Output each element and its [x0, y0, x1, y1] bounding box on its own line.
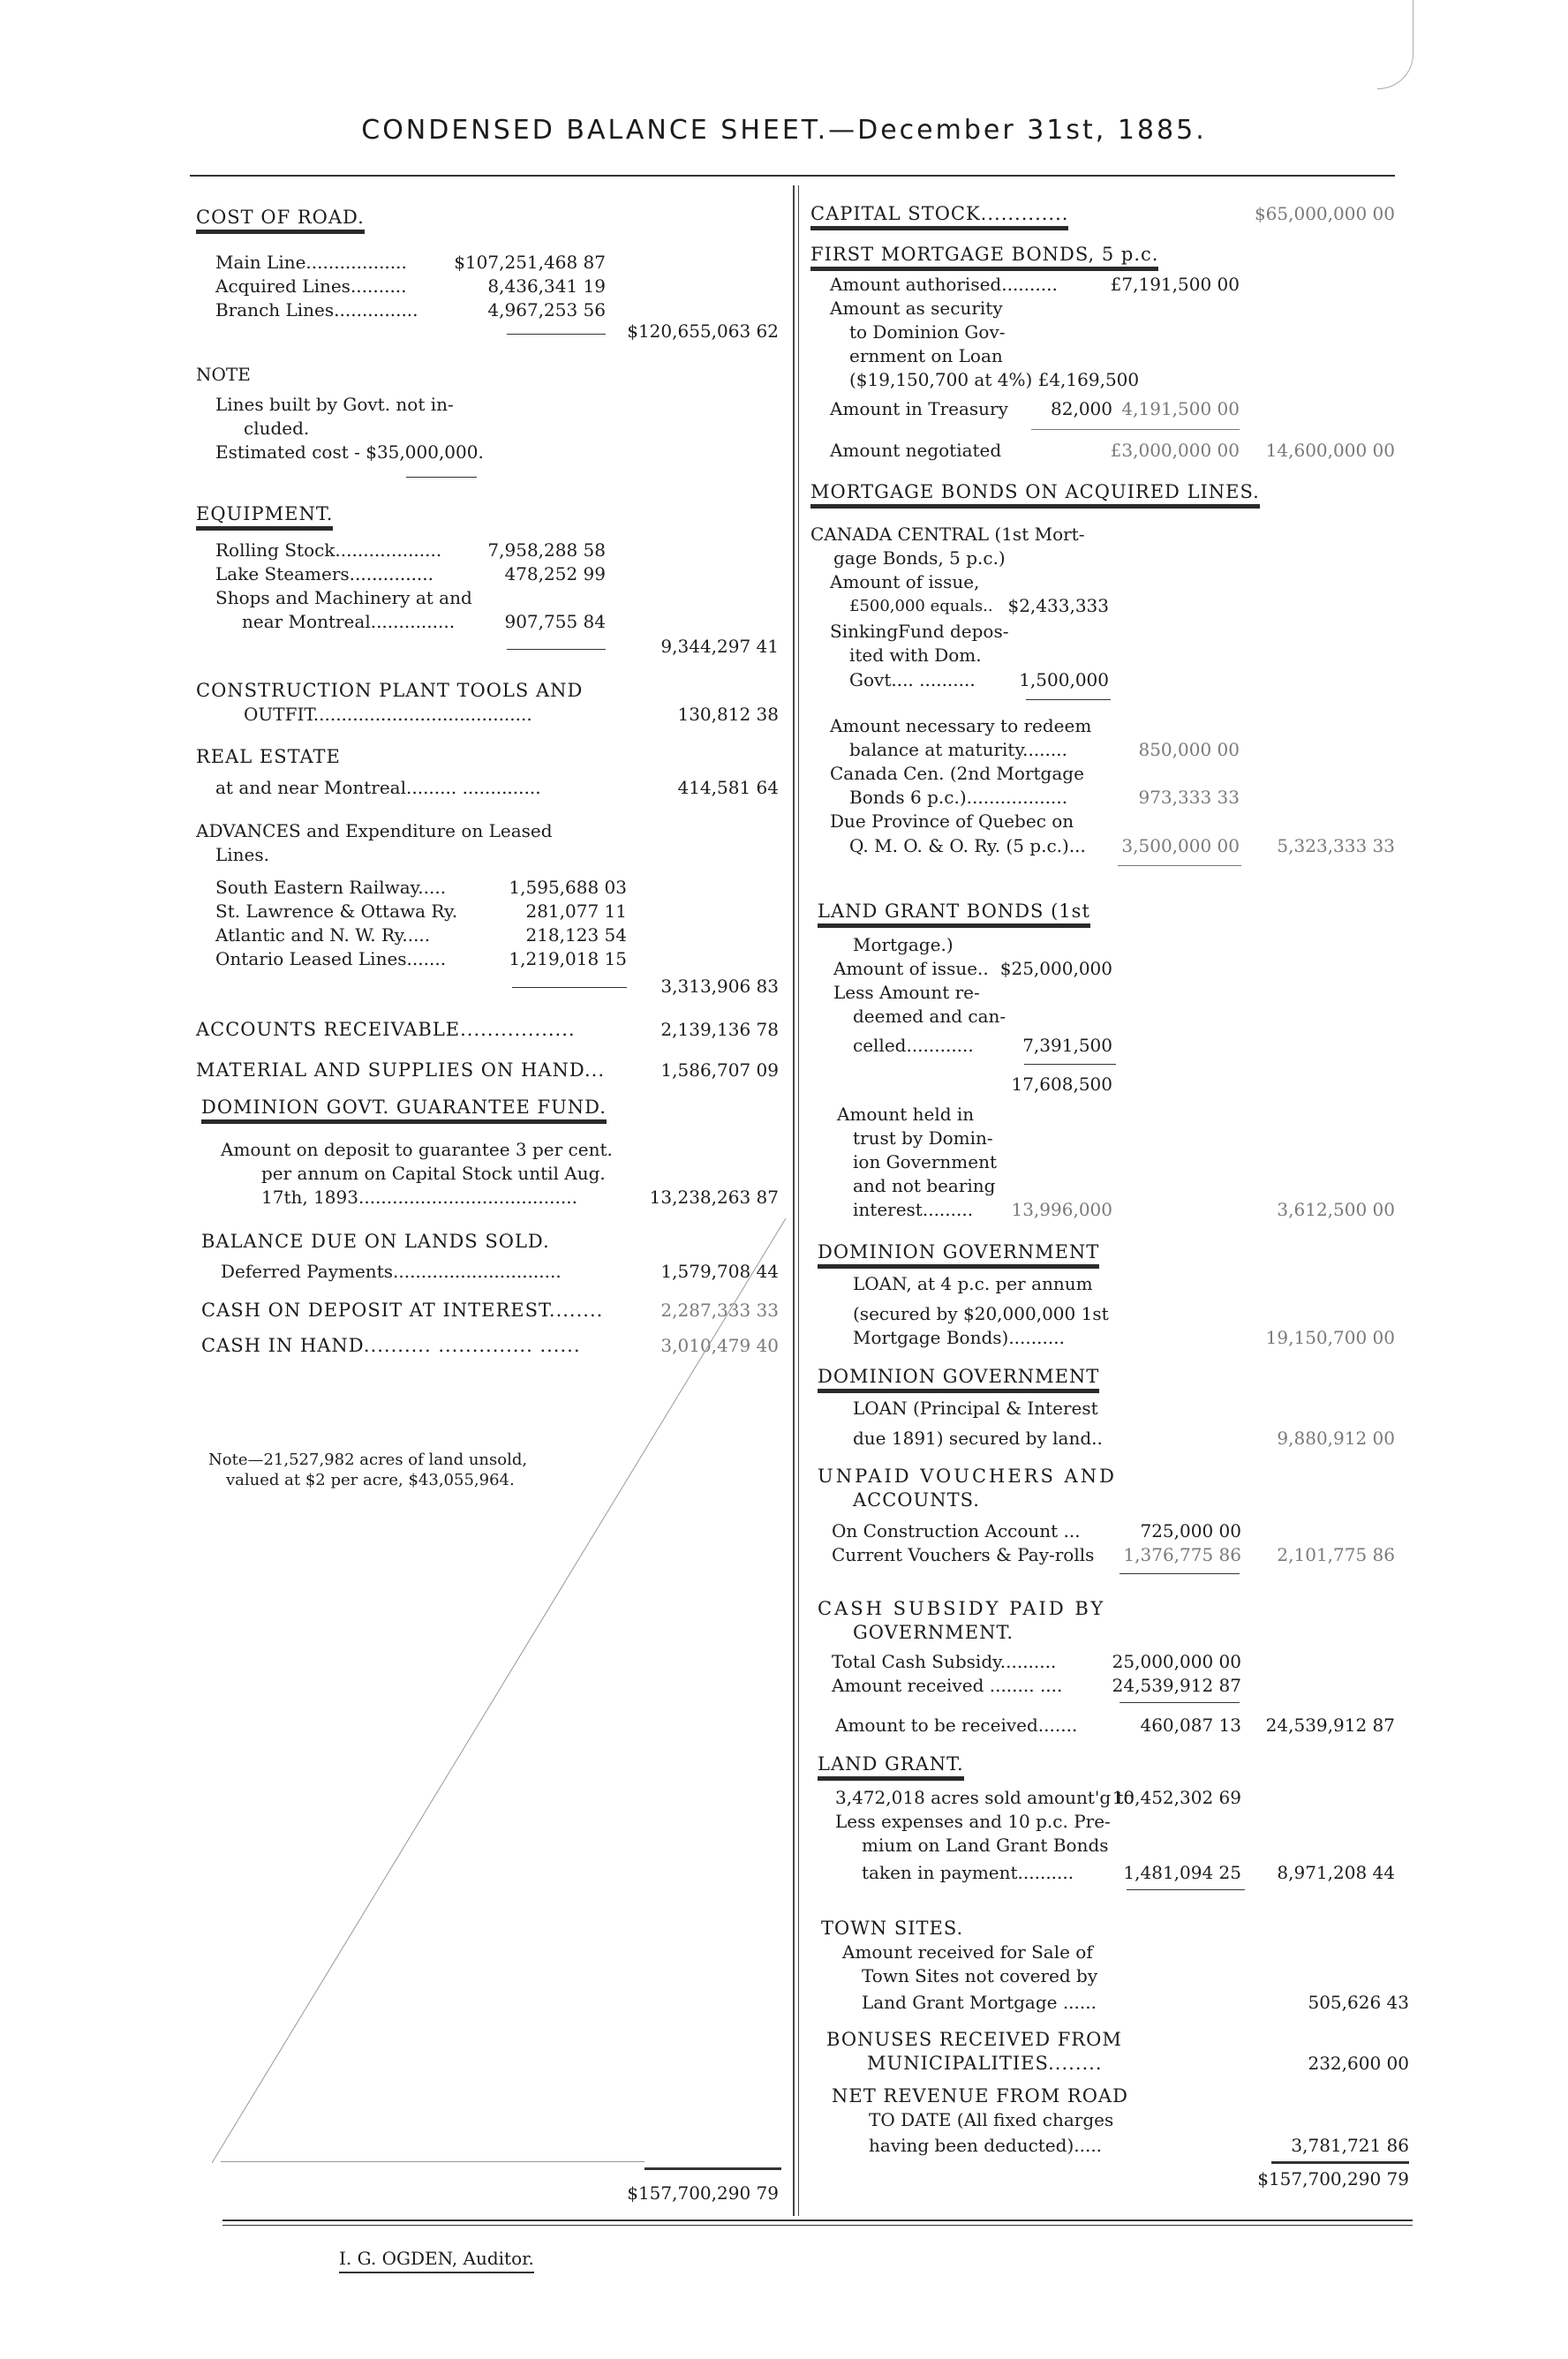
balance-lands-line: Deferred Payments.............................. [221, 1261, 562, 1282]
real-estate-line: at and near Montreal......... .............. [215, 777, 541, 798]
subtotal-rule [1118, 865, 1241, 866]
equipment-total: 9,344,297 41 [660, 636, 779, 657]
lgb-line: celled............ [853, 1035, 974, 1056]
land-grant-line: Less expenses and 10 p.c. Pre- [835, 1811, 1111, 1832]
dom-loan1-value: 19,150,700 00 [1265, 1327, 1395, 1348]
town-sites-heading: TOWN SITES. [821, 1918, 964, 1939]
page-title: CONDENSED BALANCE SHEET.—December 31st, 1885. [361, 115, 1207, 146]
lgb-line: Mortgage.) [853, 934, 954, 955]
cash-deposit-label: CASH ON DEPOSIT AT INTEREST........ [201, 1300, 604, 1321]
subtotal-rule [1127, 1889, 1245, 1890]
lgb-total: 3,612,500 00 [1277, 1199, 1395, 1220]
subsidy-row-value: 460,087 13 [1140, 1715, 1241, 1736]
subtotal-rule [507, 334, 606, 335]
land-grant-heading: LAND GRANT. [818, 1753, 964, 1781]
advances-row-label: South Eastern Railway..... [215, 877, 447, 898]
balance-lands-heading: BALANCE DUE ON LANDS SOLD. [201, 1231, 550, 1252]
grand-total-rule [645, 2167, 781, 2170]
unpaid-row-value: 725,000 00 [1140, 1520, 1241, 1541]
unpaid-heading-2: ACCOUNTS. [853, 1489, 980, 1511]
first-mortgage-line: ernment on Loan [849, 345, 1003, 366]
lgb-line: Amount held in [837, 1104, 975, 1125]
subsidy-row-label: Amount received ........ .... [832, 1675, 1063, 1696]
cost-row-value: 8,436,341 19 [487, 275, 606, 297]
lgb-value: 13,996,000 [1011, 1199, 1112, 1220]
land-grant-line: 3,472,018 acres sold amount'g to [835, 1787, 1135, 1808]
lgb-line: Less Amount re- [833, 982, 980, 1003]
canada-central-line: Amount of issue, [830, 571, 980, 592]
first-mortgage-line: ($19,150,700 at 4%) £4,169,500 [849, 369, 1140, 390]
unpaid-row-label: On Construction Account ... [832, 1520, 1081, 1541]
land-grant-value: 10,452,302 69 [1112, 1787, 1241, 1808]
canada-central-line: £500,000 equals.. [849, 597, 993, 615]
advances-line: Lines. [215, 844, 270, 865]
subtotal-rule [1031, 429, 1240, 430]
equipment-row-value: 907,755 84 [504, 611, 606, 632]
footer-rule-2 [222, 2225, 1413, 2226]
subsidy-row-label: Total Cash Subsidy.......... [832, 1651, 1057, 1672]
net-revenue-heading: NET REVENUE FROM ROAD [832, 2085, 1128, 2107]
footnote-line: valued at $2 per acre, $43,055,964. [226, 1471, 515, 1489]
advances-row-label: St. Lawrence & Ottawa Ry. [215, 901, 458, 922]
equipment-row-label: Shops and Machinery at and [215, 587, 472, 608]
real-estate-heading: REAL ESTATE [196, 746, 341, 767]
canada-central-line: Q. M. O. & O. Ry. (5 p.c.)... [849, 835, 1086, 856]
note-line: Estimated cost - $35,000,000. [215, 441, 484, 463]
canada-central-value: 973,333 33 [1138, 787, 1240, 808]
acquired-heading: MORTGAGE BONDS ON ACQUIRED LINES. [810, 481, 1260, 509]
dom-loan2-line: LOAN (Principal & Interest [853, 1398, 1098, 1419]
canada-central-total: 5,323,333 33 [1277, 835, 1395, 856]
first-mortgage-line: to Dominion Gov- [849, 321, 1006, 343]
equipment-row-label: Lake Steamers............... [215, 563, 434, 584]
negotiated-label: Amount negotiated [830, 440, 1002, 461]
dom-loan2-line: due 1891) secured by land.. [853, 1428, 1103, 1449]
advances-row-label: Ontario Leased Lines....... [215, 948, 447, 969]
real-estate-value: 414,581 64 [677, 777, 779, 798]
dom-loan1-line: Mortgage Bonds).......... [853, 1327, 1065, 1348]
subtotal-rule [507, 649, 606, 650]
dominion-fund-heading: DOMINION GOVT. GUARANTEE FUND. [201, 1097, 607, 1124]
equipment-heading: EQUIPMENT. [196, 503, 333, 531]
subsidy-row-value: 25,000,000 00 [1112, 1651, 1241, 1672]
net-revenue-line: TO DATE (All fixed charges [869, 2109, 1114, 2130]
lgb-line: and not bearing [853, 1175, 996, 1196]
subtotal-rule [1026, 699, 1111, 700]
construction-line: OUTFIT....................................... [244, 704, 532, 725]
equipment-row-label: near Montreal............... [242, 611, 456, 632]
dom-loan1-heading: DOMINION GOVERNMENT [818, 1241, 1099, 1269]
capital-stock-label: CAPITAL STOCK............. [810, 203, 1068, 230]
cost-row-value: $107,251,468 87 [454, 252, 606, 273]
title-rule [190, 175, 1395, 177]
accounts-label: ACCOUNTS RECEIVABLE................. [196, 1019, 576, 1040]
subtotal-rule [1119, 1573, 1240, 1574]
land-grant-total: 8,971,208 44 [1277, 1862, 1395, 1883]
cash-hand-label: CASH IN HAND.......... .............. ...... [201, 1335, 581, 1356]
column-divider-2 [798, 185, 799, 2216]
unpaid-total: 2,101,775 86 [1277, 1544, 1395, 1565]
construction-value: 130,812 38 [677, 704, 779, 725]
canada-central-line: Amount necessary to redeem [830, 715, 1092, 736]
footer-rule [222, 2220, 1413, 2221]
subsidy-total: 24,539,912 87 [1265, 1715, 1395, 1736]
construction-heading: CONSTRUCTION PLANT TOOLS AND [196, 680, 584, 701]
lgb-line: deemed and can- [853, 1006, 1006, 1027]
town-sites-line: Land Grant Mortgage ...... [862, 1992, 1097, 2013]
first-mortgage-line: Amount authorised.......... [830, 274, 1058, 295]
land-grant-bonds-heading: LAND GRANT BONDS (1st [818, 901, 1090, 928]
material-label: MATERIAL AND SUPPLIES ON HAND... [196, 1059, 606, 1081]
diagonal-rule [212, 1218, 795, 2172]
canada-central-line: gage Bonds, 5 p.c.) [833, 547, 1006, 569]
bonuses-heading-2: MUNICIPALITIES........ [867, 2053, 1103, 2074]
advances-total: 3,313,906 83 [660, 976, 779, 997]
canada-central-line: CANADA CENTRAL (1st Mort- [810, 524, 1085, 545]
canada-central-value: 1,500,000 [1019, 669, 1109, 690]
bottom-rule-left [221, 2161, 645, 2162]
cost-row-label: Acquired Lines.......... [215, 275, 407, 297]
left-grand-total: $157,700,290 79 [627, 2182, 779, 2204]
equipment-row-label: Rolling Stock................... [215, 539, 442, 561]
unpaid-row-label: Current Vouchers & Pay-rolls [832, 1544, 1095, 1565]
town-sites-value: 505,626 43 [1308, 1992, 1409, 2013]
grand-total-rule [1271, 2161, 1409, 2164]
first-mortgage-value: £7,191,500 00 [1110, 274, 1240, 295]
balance-lands-value: 1,579,708 44 [660, 1261, 779, 1282]
dominion-fund-line: 17th, 1893....................................... [261, 1187, 577, 1208]
footnote-line: Note—21,527,982 acres of land unsold, [208, 1451, 528, 1469]
cost-row-value: 4,967,253 56 [487, 299, 606, 320]
corner-mark [1377, 0, 1413, 89]
advances-heading: ADVANCES and Expenditure on Leased [196, 820, 553, 841]
treasury-value: 4,191,500 00 [1121, 398, 1240, 419]
advances-row-label: Atlantic and N. W. Ry..... [215, 924, 431, 946]
canada-central-line: balance at maturity........ [849, 739, 1067, 760]
subsidy-row-label: Amount to be received....... [835, 1715, 1078, 1736]
note-line: cluded. [244, 418, 310, 439]
dom-loan2-heading: DOMINION GOVERNMENT [818, 1366, 1099, 1393]
equipment-row-value: 478,252 99 [504, 563, 606, 584]
equipment-row-value: 7,958,288 58 [487, 539, 606, 561]
lgb-line: trust by Domin- [853, 1127, 993, 1149]
bonuses-heading: BONUSES RECEIVED FROM [826, 2029, 1122, 2050]
cost-of-road-heading: COST OF ROAD. [196, 207, 365, 234]
treasury-label: Amount in Treasury [830, 398, 1008, 419]
note-line: Lines built by Govt. not in- [215, 394, 454, 415]
lgb-value: 7,391,500 [1022, 1035, 1112, 1056]
canada-central-line: Canada Cen. (2nd Mortgage [830, 763, 1084, 784]
canada-central-value: 850,000 00 [1138, 739, 1240, 760]
dominion-fund-line: Amount on deposit to guarantee 3 per cent. [221, 1139, 613, 1160]
note-heading: NOTE [196, 364, 251, 385]
subtotal-rule [1119, 1702, 1240, 1703]
negotiated-value: £3,000,000 00 [1110, 440, 1240, 461]
subtotal-rule [512, 987, 627, 988]
subsidy-heading: CASH SUBSIDY PAID BY [818, 1598, 1106, 1619]
canada-central-line: ited with Dom. [849, 644, 982, 666]
first-mortgage-line: Amount as security [830, 298, 1003, 319]
lgb-line: Amount of issue.. [833, 958, 989, 979]
advances-row-value: 281,077 11 [525, 901, 627, 922]
subtotal-rule [1024, 1064, 1116, 1065]
first-mortgage-heading: FIRST MORTGAGE BONDS, 5 p.c. [810, 244, 1158, 271]
right-grand-total: $157,700,290 79 [1257, 2168, 1409, 2189]
subsidy-heading-2: GOVERNMENT. [853, 1622, 1014, 1643]
lgb-line: interest......... [853, 1199, 974, 1220]
negotiated-total: 14,600,000 00 [1265, 440, 1395, 461]
net-revenue-line: having been deducted)..... [869, 2135, 1103, 2156]
land-grant-value: 1,481,094 25 [1123, 1862, 1241, 1883]
canada-central-line: Govt.... .......... [849, 669, 976, 690]
lgb-value: $25,000,000 [999, 958, 1112, 979]
dominion-fund-value: 13,238,263 87 [649, 1187, 779, 1208]
town-sites-line: Amount received for Sale of [842, 1941, 1093, 1963]
lgb-line: ion Government [853, 1151, 997, 1172]
dom-loan2-value: 9,880,912 00 [1277, 1428, 1395, 1449]
dominion-fund-line: per annum on Capital Stock until Aug. [261, 1163, 606, 1184]
land-grant-line: mium on Land Grant Bonds [862, 1835, 1109, 1856]
advances-row-value: 218,123 54 [525, 924, 627, 946]
cash-hand-value: 3,010,479 40 [660, 1335, 779, 1356]
auditor-signature: I. G. OGDEN, Auditor. [339, 2248, 534, 2273]
subsidy-row-value: 24,539,912 87 [1112, 1675, 1241, 1696]
canada-central-line: SinkingFund depos- [830, 621, 1009, 642]
treasury-value: 82,000 [1051, 398, 1112, 419]
note-rule [406, 477, 477, 478]
material-value: 1,586,707 09 [660, 1059, 779, 1081]
cost-row-label: Branch Lines............... [215, 299, 418, 320]
land-grant-line: taken in payment.......... [862, 1862, 1074, 1883]
advances-row-value: 1,595,688 03 [509, 877, 627, 898]
canada-central-line: Due Province of Quebec on [830, 810, 1074, 832]
cash-deposit-value: 2,287,333 33 [660, 1300, 779, 1321]
net-revenue-value: 3,781,721 86 [1291, 2135, 1409, 2156]
cost-row-label: Main Line.................. [215, 252, 407, 273]
lgb-value: 17,608,500 [1011, 1074, 1112, 1095]
canada-central-value: 3,500,000 00 [1121, 835, 1240, 856]
capital-stock-value: $65,000,000 00 [1254, 203, 1395, 224]
canada-central-value: $2,433,333 [1007, 595, 1109, 616]
town-sites-line: Town Sites not covered by [862, 1965, 1098, 1986]
cost-total: $120,655,063 62 [627, 320, 779, 342]
unpaid-row-value: 1,376,775 86 [1123, 1544, 1241, 1565]
accounts-value: 2,139,136 78 [660, 1019, 779, 1040]
advances-row-value: 1,219,018 15 [509, 948, 627, 969]
canada-central-line: Bonds 6 p.c.).................. [849, 787, 1068, 808]
dom-loan1-line: LOAN, at 4 p.c. per annum [853, 1273, 1093, 1294]
unpaid-heading: UNPAID VOUCHERS AND [818, 1466, 1117, 1487]
bonuses-value: 232,600 00 [1308, 2053, 1409, 2074]
dom-loan1-line: (secured by $20,000,000 1st [853, 1303, 1109, 1324]
